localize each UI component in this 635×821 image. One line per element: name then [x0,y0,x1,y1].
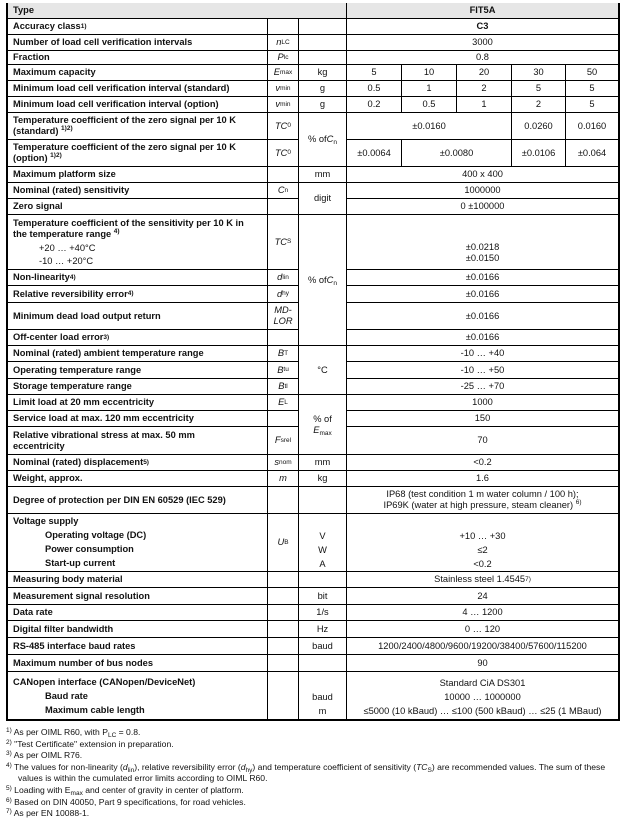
symbol-cell [268,487,299,514]
row-storage-temp-range: Storage temperature range [8,379,268,395]
voltage-units: V W A [299,514,347,572]
vibrational-stress-value: 70 [347,427,618,455]
vmin-standard-value: 0.5 [347,81,402,97]
row-voltage-supply: Voltage supply Operating voltage (DC) Power consumption Start-up current [8,514,268,572]
pct-emax-unit: % of $E_{max}$ [299,395,347,455]
symbol-cell [268,199,299,215]
pct-cn-unit: % of $C_n$ [299,215,347,346]
footnote-ref: 4) [113,227,120,235]
symbol-cell: B tu [268,362,299,379]
vmin-standard-value: 2 [457,81,512,97]
tcs-value: ±0.0218 ±0.0150 [347,215,618,270]
row-limit-load: Limit load at 20 mm eccentricity [8,395,268,411]
row-weight: Weight, approx. [8,471,268,487]
tc0-unit: % of $C_n$ [299,113,347,167]
symbol-cell: E L [268,395,299,411]
symbol-cell [268,672,299,721]
symbol-cell [268,411,299,427]
symbol-cell [268,572,299,588]
row-ambient-temp-range: Nominal (rated) ambient temperature range [8,346,268,362]
platform-size-value: 400 x 400 [347,167,618,183]
vmin-standard-value: 5 [566,81,618,97]
unit-cell: kg [299,65,347,81]
row-nominal-sensitivity: Nominal (rated) sensitivity [8,183,268,199]
symbol-cell [268,605,299,621]
footnote: $^{2)}$ "Test Certificate" extension in preparation. [6,738,174,749]
symbol-cell: n LC [268,35,299,51]
fraction-value: 0.8 [347,51,618,65]
symbol-cell: B tl [268,379,299,395]
row-max-capacity: Maximum capacity [8,65,268,81]
row-data-rate: Data rate [8,605,268,621]
row-zero-signal: Zero signal [8,199,268,215]
footnote: $^{1)}$ As per OIML R60, with $P_{LC} = 0.8$. [6,727,141,739]
symbol-cell [268,330,299,346]
header-model: FIT5A [347,3,618,19]
row-mdlor: Minimum dead load output return [8,303,268,330]
symbol-cell: m [268,471,299,487]
footnote: $^{7)}$ As per EN 10088-1. [6,808,90,819]
row-rs485-baud-rates: RS-485 interface baud rates [8,638,268,655]
storage-temp-range-value: -25 … +70 [347,379,618,395]
row-material: Measuring body material [8,572,268,588]
tc0-option-value: ±0.064 [566,140,618,167]
symbol-cell: d hy [268,286,299,303]
row-fraction: Fraction [8,51,268,65]
canopen-units: baud m [299,672,347,721]
row-protection: Degree of protection per DIN EN 60529 (IEC 529) [8,487,268,514]
non-linearity-value: ±0.0166 [347,270,618,286]
tc0-standard-value: ±0.0160 [347,113,512,140]
verification-intervals-value: 3000 [347,35,618,51]
symbol-cell [268,655,299,672]
symbol-cell [268,19,299,35]
symbol-cell: E max [268,65,299,81]
unit-cell: Hz [299,621,347,638]
unit-cell: kg [299,471,347,487]
unit-cell [299,487,347,514]
rs485-baud-rates-value: 1200/2400/4800/9600/19200/38400/57600/115200 [347,638,618,655]
symbol-cell [268,621,299,638]
symbol-cell: s nom [268,455,299,471]
row-displacement: Nominal (rated) displacement 5) [8,455,268,471]
row-resolution: Measurement signal resolution [8,588,268,605]
symbol-cell: B T [268,346,299,362]
footnote: $^{4)}$ The values for non-linearity $(d_{lin})$, relative reversibility error $(d_{hy})$ and temperature coefficient of sensitivity $(TC_S)$ are recommended values. The sum of these values is within the cumulated error limits according to OIML R60. [6,761,606,784]
symbol-cell: d lin [268,270,299,286]
operating-temp-range-value: -10 … +50 [347,362,618,379]
tc0-standard-value: 0.0160 [566,113,618,140]
unit-cell [299,655,347,672]
symbol-cell: TC 0 [268,140,299,167]
degc-unit: °C [299,346,347,395]
symbol-cell: P lc [268,51,299,65]
symbol-cell: v min [268,81,299,97]
tc0-option-value: ±0.0080 [402,140,512,167]
bus-nodes-value: 90 [347,655,618,672]
service-load-value: 150 [347,411,618,427]
footnotes [6,727,626,820]
symbol-cell: U B [268,514,299,572]
row-service-load: Service load at max. 120 mm eccentricity [8,411,268,427]
off-center-error-value: ±0.0166 [347,330,618,346]
max-capacity-value: 5 [347,65,402,81]
unit-cell: 1/s [299,605,347,621]
symbol-cell: v min [268,97,299,113]
nominal-sensitivity-value: 1000000 [347,183,618,199]
zero-signal-value: 0 ±100000 [347,199,618,215]
tc0-option-value: ±0.0106 [512,140,566,167]
symbol-cell [268,167,299,183]
max-capacity-value: 20 [457,65,512,81]
symbol-cell: F srel [268,427,299,455]
protection-value: IP68 (test condition 1 m water column / 100 h); IP69K (water at high pressure, steam cleaner) $^{6)}$ [347,487,618,514]
row-non-linearity: Non-linearity 4) [8,270,268,286]
unit-cell [299,35,347,51]
resolution-value: 24 [347,588,618,605]
row-off-center-error: Off-center load error 3) [8,330,268,346]
vmin-option-value: 0.5 [402,97,457,113]
unit-cell: baud [299,638,347,655]
vmin-option-value: 1 [457,97,512,113]
ambient-temp-range-value: -10 … +40 [347,346,618,362]
spec-table [6,3,620,721]
header-type-label: Type [8,3,347,19]
row-canopen: CANopen interface (CANopen/DeviceNet) Baud rate Maximum cable length [8,672,268,721]
symbol-cell: TC 0 [268,113,299,140]
footnote: $^{6)}$ Based on DIN 40050, Part 9 specifications, for road vehicles. [6,796,246,807]
row-tc0-option: Temperature coefficient of the zero signal per 10 K (option) $^{1)2)}$ [8,140,268,167]
tc0-option-value: ±0.0064 [347,140,402,167]
unit-cell: g [299,81,347,97]
symbol-cell: TC S [268,215,299,270]
max-capacity-value: 50 [566,65,618,81]
max-capacity-value: 30 [512,65,566,81]
row-tcs: Temperature coefficient of the sensitivity per 10 K in the temperature range $^{4)}$ +20 … +40°C -10 … +20°C [8,215,268,270]
row-tc0-standard: Temperature coefficient of the zero signal per 10 K (standard) $^{1)2)}$ [8,113,268,140]
reversibility-error-value: ±0.0166 [347,286,618,303]
vmin-option-value: 5 [566,97,618,113]
accuracy-class-value: C3 [347,19,618,35]
canopen-values: Standard CiA DS301 10000 … 1000000 ≤5000 (10 kBaud) … ≤100 (500 kBaud) … ≤25 (1 MBaud) [363,677,602,716]
symbol-cell: MD- LOR [268,303,299,330]
footnote: $^{5)}$ Loading with $E_{max}$ and center of gravity in center of platform. [6,784,244,797]
vmin-standard-value: 5 [512,81,566,97]
row-vmin-standard: Minimum load cell verification interval (standard) [8,81,268,97]
row-vmin-option: Minimum load cell verification interval (option) [8,97,268,113]
limit-load-value: 1000 [347,395,618,411]
unit-cell: g [299,97,347,113]
material-value: Stainless steel 1.4545 7) [347,572,618,588]
mdlor-value: ±0.0166 [347,303,618,330]
unit-cell [299,572,347,588]
vmin-standard-value: 1 [402,81,457,97]
row-vibrational-stress: Relative vibrational stress at max. 50 mm eccentricity [8,427,268,455]
voltage-values: +10 … +30 ≤2 <0.2 [347,514,618,572]
row-bus-nodes: Maximum number of bus nodes [8,655,268,672]
footnote-ref: 1)2) [61,125,73,132]
row-accuracy-class: Accuracy class 1) [8,19,268,35]
symbol-cell [268,588,299,605]
row-filter-bandwidth: Digital filter bandwidth [8,621,268,638]
row-operating-temp-range: Operating temperature range [8,362,268,379]
unit-cell: mm [299,167,347,183]
unit-cell [299,51,347,65]
symbol-cell [268,638,299,655]
unit-cell [299,19,347,35]
unit-cell: mm [299,455,347,471]
tc0-standard-value: 0.0260 [512,113,566,140]
data-rate-value: 4 … 1200 [347,605,618,621]
row-verification-intervals: Number of load cell verification intervals [8,35,268,51]
unit-cell: bit [299,588,347,605]
symbol-cell: C n [268,183,299,199]
footnote-ref: 1)2) [50,152,62,159]
displacement-value: <0.2 [347,455,618,471]
vmin-option-value: 0.2 [347,97,402,113]
footnote: $^{3)}$ As per OIML R76. [6,750,83,761]
vmin-option-value: 2 [512,97,566,113]
row-platform-size: Maximum platform size [8,167,268,183]
max-capacity-value: 10 [402,65,457,81]
digit-unit: digit [299,183,347,215]
row-reversibility-error: Relative reversibility error 4) [8,286,268,303]
filter-bandwidth-value: 0 … 120 [347,621,618,638]
weight-value: 1.6 [347,471,618,487]
